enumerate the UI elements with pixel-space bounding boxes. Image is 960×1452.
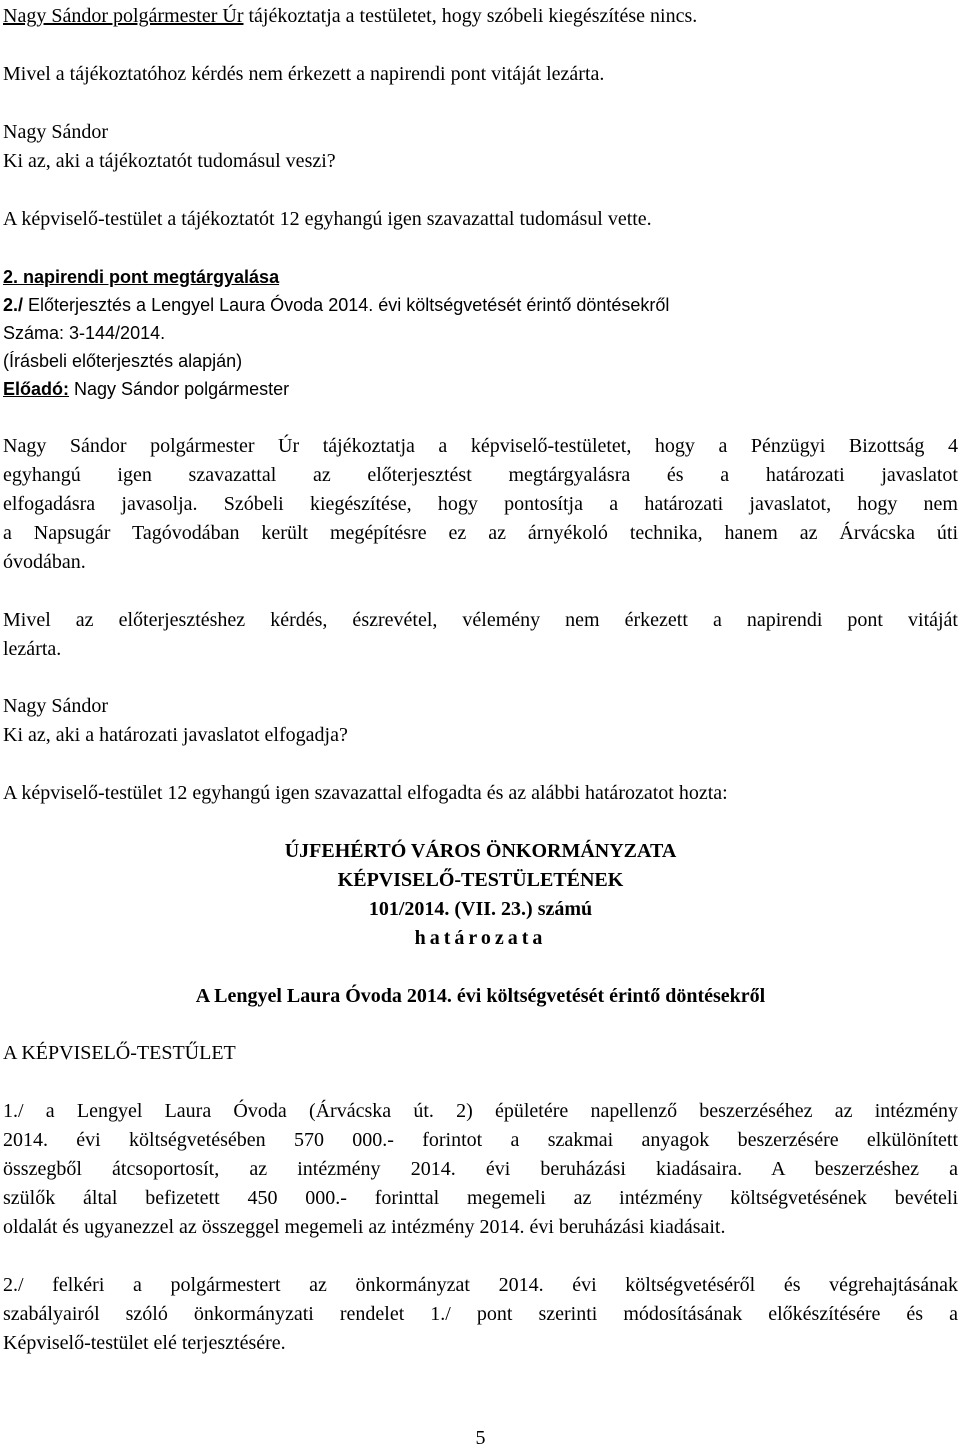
report-row-5: óvodában.	[3, 551, 86, 573]
speaker-name: Nagy Sándor polgármester Úr	[3, 5, 244, 27]
point-1-row: szülők által befizetett 450 000.- forinttal megemeli az intézmény költségvetésének bevételi	[3, 1187, 958, 1209]
report-speaker: Nagy Sándor polgármester Úr	[3, 435, 300, 457]
agenda-item-prefix: 2./	[3, 295, 24, 315]
report-row-1	[3, 432, 958, 461]
point-2-row: Képviselő-testület elé terjesztésére.	[3, 1332, 286, 1354]
agenda-presenter	[3, 375, 289, 403]
report-row-1-text: tájékoztatja a képviselő-testületet, hogy a Pénzügyi Bizottság 4	[299, 435, 958, 457]
resolution-number: 101/2014. (VII. 23.) számú	[368, 898, 593, 920]
closing-speaker: Nagy Sándor	[3, 695, 108, 717]
resolution-word: határozata	[414, 927, 547, 949]
point-1-row: 1./ a Lengyel Laura Óvoda (Árvácska út. 2) épületére napellenző beszerzéséhez az intézmény	[3, 1100, 958, 1122]
agenda-item-title: Előterjesztés a Lengyel Laura Óvoda 2014. évi költségvetését érintő döntésekről	[23, 295, 670, 315]
intro-line-2: Mivel a tájékoztatóhoz kérdés nem érkezett a napirendi pont vitáját lezárta.	[3, 63, 605, 85]
presenter-name: Nagy Sándor polgármester	[69, 379, 290, 399]
point-2-row: szabályairól szóló önkormányzati rendelet 1./ pont szerinti módosításának előkészítésére és a	[3, 1303, 958, 1325]
agenda-basis: (Írásbeli előterjesztés alapján)	[3, 351, 243, 371]
resolution-point-2	[3, 1271, 958, 1358]
page-number: 5	[475, 1427, 486, 1449]
intro-result: A képviselő-testület a tájékoztatót 12 egyhangú igen szavazattal tudomásul vette.	[3, 208, 652, 230]
resolution-org-2: KÉPVISELŐ-TESTÜLETÉNEK	[337, 869, 624, 891]
point-1-row: összegből átcsoportosít, az intézmény 2014. évi beruházási kiadásaira. A beszerzéshez a	[3, 1158, 958, 1180]
report-row-2: egyhangú igen szavazattal az előterjesztést megtárgyalásra és a határozati javaslatot	[3, 464, 958, 486]
point-1-row: 2014. évi költségvetésében 570 000.- forintot a szakmai anyagok beszerzésére elkülönített	[3, 1129, 958, 1151]
intro-question: Ki az, aki a tájékoztatót tudomásul veszi?	[3, 150, 336, 172]
intro-line-1	[3, 2, 697, 30]
point-2-row: 2./ felkéri a polgármestert az önkormányzat 2014. évi költségvetéséről és végrehajtásának	[3, 1274, 958, 1296]
point-1-row: oldalát és ugyanezzel az összeggel megemeli az intézmény 2014. évi beruházási kiadásait.	[3, 1216, 726, 1238]
intro-speaker: Nagy Sándor	[3, 121, 108, 143]
closing-paragraph	[3, 606, 958, 664]
closing-question: Ki az, aki a határozati javaslatot elfogadja?	[3, 724, 348, 746]
agenda-item	[3, 291, 669, 319]
agenda-heading: 2. napirendi pont megtárgyalása	[3, 267, 280, 287]
closing-row-1: Mivel az előterjesztéshez kérdés, észrevétel, vélemény nem érkezett a napirendi pont vitáját	[3, 609, 958, 631]
report-row-3: elfogadásra javasolja. Szóbeli kiegészítése, hogy pontosítja a határozati javaslatot, hogy nem	[3, 493, 958, 515]
intro-line-1-text: tájékoztatja a testületet, hogy szóbeli kiegészítése nincs.	[243, 5, 698, 27]
presenter-label: Előadó:	[3, 379, 69, 399]
resolution-org-1: ÚJFEHÉRTÓ VÁROS ÖNKORMÁNYZATA	[284, 840, 677, 862]
closing-row-2: lezárta.	[3, 638, 62, 660]
resolution-body-heading: A KÉPVISELŐ-TESTŰLET	[3, 1042, 236, 1064]
report-paragraph	[3, 432, 958, 577]
resolution-point-1	[3, 1097, 958, 1242]
agenda-number: Száma: 3-144/2014.	[3, 323, 166, 343]
resolution-subject: A Lengyel Laura Óvoda 2014. évi költségvetését érintő döntésekről	[195, 985, 766, 1007]
report-row-4: a Napsugár Tagóvodában került megépítésre ez az árnyékoló technika, hanem az Árvácska úti	[3, 522, 958, 544]
closing-result: A képviselő-testület 12 egyhangú igen szavazattal elfogadta és az alábbi határozatot hozta:	[3, 782, 728, 804]
